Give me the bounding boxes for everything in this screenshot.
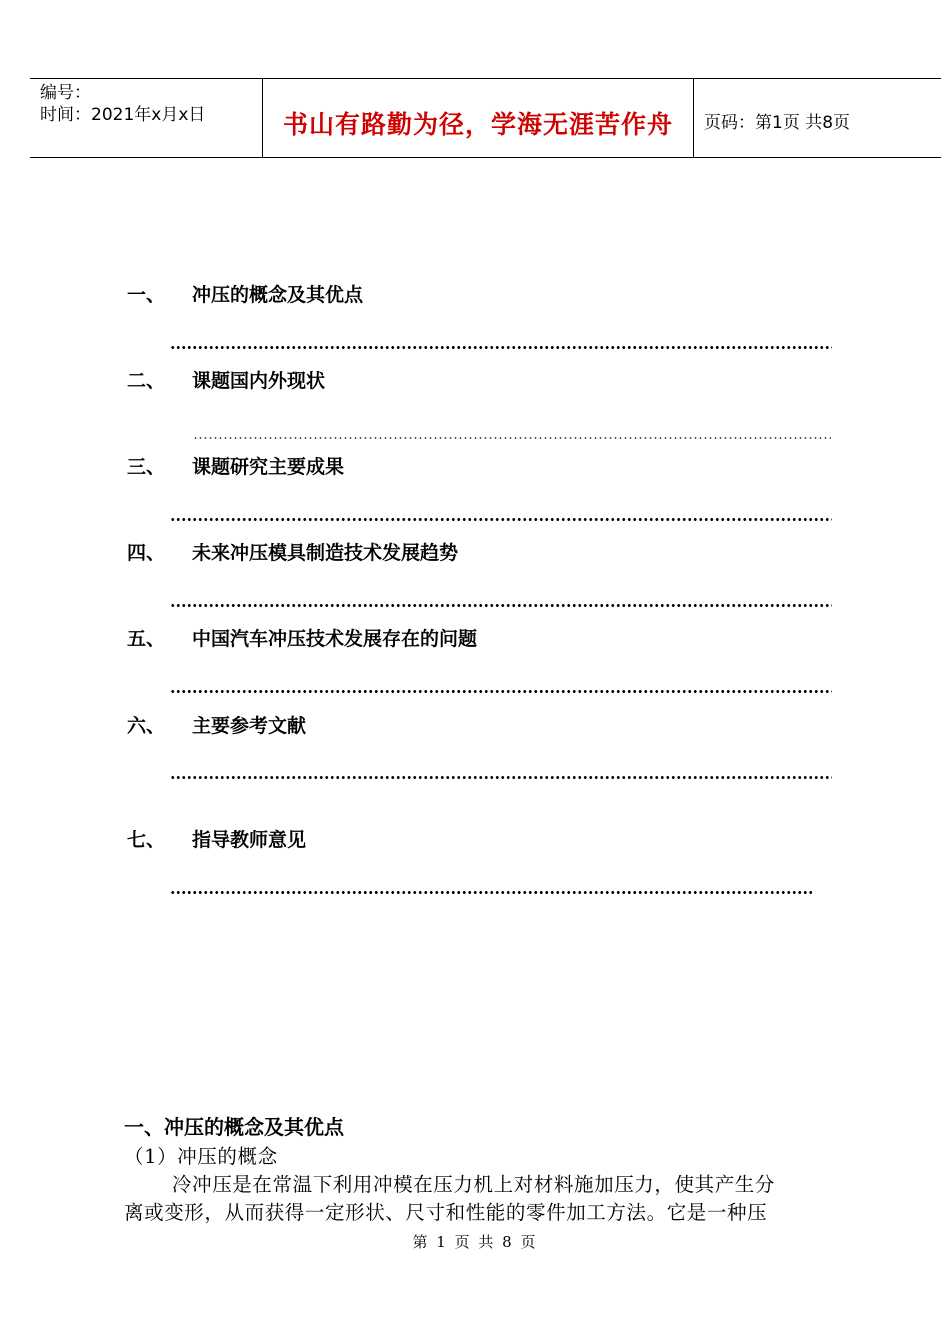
time-label: 时间：2021年x月x日 bbox=[40, 105, 206, 125]
number-label: 编号： bbox=[40, 83, 91, 103]
toc-title-5: 中国汽车冲压技术发展存在的问题 bbox=[192, 628, 478, 650]
toc-num-5: 五、 bbox=[127, 628, 166, 650]
toc-title-2: 课题国内外现状 bbox=[192, 370, 326, 392]
motto: 书山有路勤为径，学海无涯苦作舟 bbox=[282, 110, 673, 139]
document-header bbox=[30, 78, 941, 158]
toc-num-6: 六、 bbox=[127, 715, 166, 737]
header-motto-cell bbox=[262, 79, 694, 157]
toc-leader-4 bbox=[170, 594, 832, 608]
toc-title-1: 冲压的概念及其优点 bbox=[192, 284, 364, 306]
toc-num-7: 七、 bbox=[127, 829, 166, 851]
toc-leader-2 bbox=[193, 426, 831, 440]
page-footer: 第 1 页 共 8 页 bbox=[412, 1233, 538, 1251]
section-subtitle: （1）冲压的概念 bbox=[124, 1145, 278, 1168]
paragraph-line-1: 冷冲压是在常温下利用冲模在压力机上对材料施加压力，使其产生分 bbox=[172, 1173, 776, 1196]
toc-leader-7 bbox=[170, 881, 812, 895]
toc-num-2: 二、 bbox=[127, 370, 166, 392]
toc-title-3: 课题研究主要成果 bbox=[192, 456, 345, 478]
toc-leader-1 bbox=[170, 336, 832, 350]
toc-num-1: 一、 bbox=[127, 284, 166, 306]
paragraph-line-2: 离或变形，从而获得一定形状、尺寸和性能的零件加工方法。它是一种压 bbox=[124, 1201, 768, 1224]
header-page-cell bbox=[693, 79, 941, 157]
header-left-cell bbox=[30, 79, 262, 157]
toc-leader-6 bbox=[170, 766, 832, 780]
toc-num-3: 三、 bbox=[127, 456, 166, 478]
toc-title-6: 主要参考文献 bbox=[192, 715, 307, 737]
toc-leader-5 bbox=[170, 680, 832, 694]
page-info: 页码：第1页 共8页 bbox=[704, 113, 851, 133]
section-title: 一、冲压的概念及其优点 bbox=[124, 1115, 344, 1139]
toc-title-4: 未来冲压模具制造技术发展趋势 bbox=[192, 542, 459, 564]
toc-num-4: 四、 bbox=[127, 542, 166, 564]
toc-title-7: 指导教师意见 bbox=[192, 829, 307, 851]
toc-leader-3 bbox=[170, 508, 832, 522]
